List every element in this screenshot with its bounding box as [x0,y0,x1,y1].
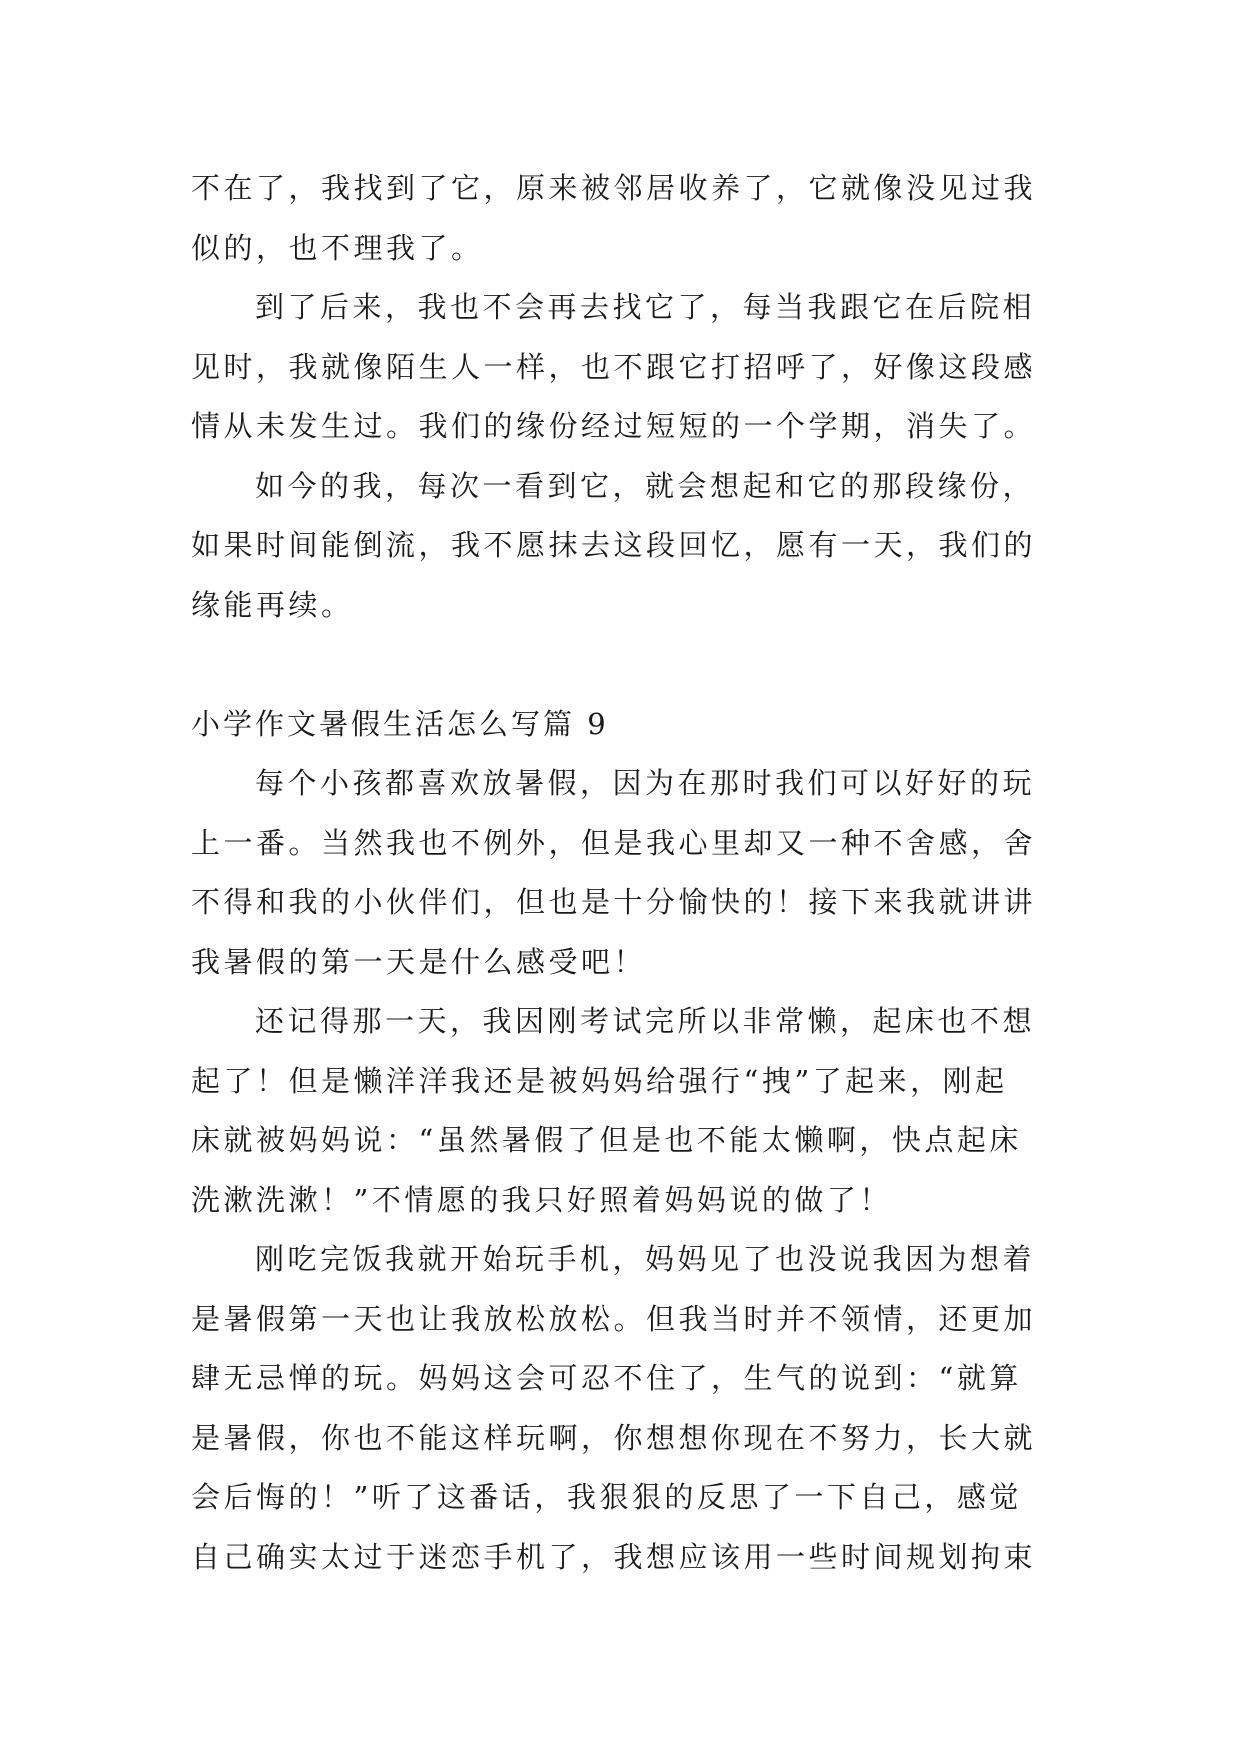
text-line: 肆无忌惮的玩。妈妈这会可忍不住了，生气的说到：“就算 [191,1361,1022,1395]
paragraph [191,992,1071,1230]
text-line: 自己确实太过于迷恋手机了，我想应该用一些时间规划拘束 [191,1539,1037,1574]
text-line: 是暑假，你也不能这样玩啊，你想想你现在不努力，长大就 [191,1420,1037,1455]
text-line: 似的，也不理我了。 [191,230,484,265]
text-line: 会后悔的！”听了这番话，我狠狠的反思了一下自己，感觉 [191,1480,1022,1514]
text-line: 上一番。当然我也不例外，但是我心里却又一种不舍感，舍 [191,825,1037,860]
text-line: 不得和我的小伙伴们，但也是十分愉快的！接下来我就讲讲 [191,885,1037,919]
text-line: 还记得那一天，我因刚考试完所以非常懒，起床也不想 [255,1004,1036,1038]
text-line: 我暑假的第一天是什么感受吧！ [191,944,647,979]
document-body [191,159,1071,1587]
text-line: 起了！但是懒洋洋我还是被妈妈给强行“拽”了起来，刚起 [191,1063,1008,1098]
text-line: 不在了，我找到了它，原来被邻居收养了，它就像没见过我 [191,171,1037,205]
paragraph [191,1230,1071,1587]
section-heading: 小学作文暑假生活怎么写篇 9 [191,706,609,741]
paragraph [191,754,1071,992]
text-line: 洗漱洗漱！”不情愿的我只好照着妈妈说的做了！ [191,1182,892,1217]
text-line: 缘能再续。 [191,587,354,622]
text-line: 如果时间能倒流，我不愿抹去这段回忆，愿有一天，我们的 [191,528,1037,562]
blank-line [191,635,1071,695]
text-line: 情从未发生过。我们的缘份经过短短的一个学期，消失了。 [191,409,1037,443]
text-line: 到了后来，我也不会再去找它了，每当我跟它在后院相 [255,290,1036,324]
text-line: 床就被妈妈说：“虽然暑假了但是也不能太懒啊，快点起床 [191,1123,1022,1157]
text-line: 每个小孩都喜欢放暑假，因为在那时我们可以好好的玩 [255,766,1036,800]
text-line: 如今的我，每次一看到它，就会想起和它的那段缘份， [255,468,1036,503]
text-line: 刚吃完饭我就开始玩手机，妈妈见了也没说我因为想着 [255,1242,1036,1276]
paragraph [191,278,1071,457]
paragraph [191,159,1071,278]
paragraph [191,457,1071,636]
text-line: 是暑假第一天也让我放松放松。但我当时并不领情，还更加 [191,1301,1037,1336]
text-line: 见时，我就像陌生人一样，也不跟它打招呼了，好像这段感 [191,349,1037,384]
